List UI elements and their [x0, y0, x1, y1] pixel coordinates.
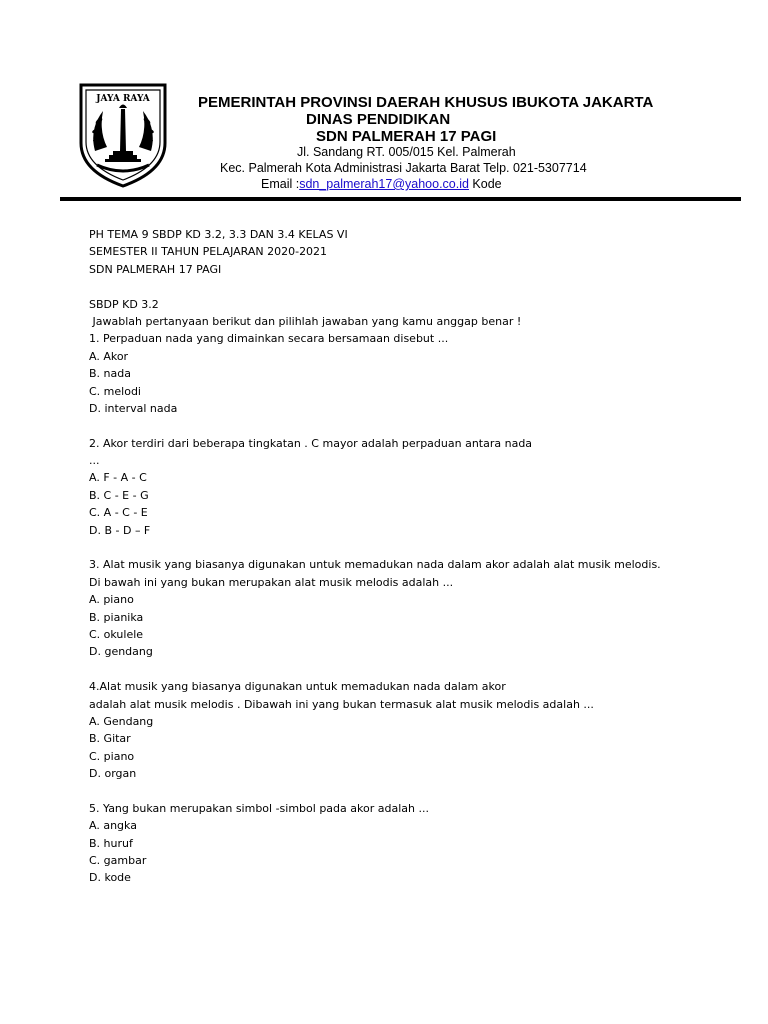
intro-line-3: SDN PALMERAH 17 PAGI [89, 262, 222, 276]
question-2-option-c: C. A - C - E [89, 506, 148, 520]
document-body [89, 226, 729, 887]
section-title: SBDP KD 3.2 [89, 297, 159, 311]
question-5-option-d: D. kode [89, 871, 131, 885]
email-label: Email : [261, 177, 300, 191]
question-1-option-d: D. interval nada [89, 401, 178, 415]
question-3-text-cont: Di bawah ini yang bukan merupakan alat musik melodis adalah ... [89, 575, 454, 589]
header-line-3: SDN PALMERAH 17 PAGI [316, 128, 497, 145]
header-address-1: Jl. Sandang RT. 005/015 Kel. Palmerah [297, 145, 516, 159]
question-3-text: 3. Alat musik yang biasanya digunakan untuk memadukan nada dalam akor adalah alat musik melodis. [89, 558, 661, 572]
question-2-text: 2. Akor terdiri dari beberapa tingkatan . C mayor adalah perpaduan antara nada [89, 436, 533, 450]
question-1-option-b: B. nada [89, 367, 131, 381]
question-2-option-b: B. C - E - G [89, 488, 149, 502]
question-5-option-a: A. angka [89, 819, 137, 833]
question-2-option-a: A. F - A - C [89, 471, 147, 485]
header-divider [60, 197, 741, 201]
question-4-option-d: D. organ [89, 767, 137, 781]
header-line-1: PEMERINTAH PROVINSI DAERAH KHUSUS IBUKOTA JAKARTA [198, 94, 654, 111]
header-email-line [261, 177, 502, 191]
question-1-option-c: C. melodi [89, 384, 141, 398]
question-5-option-b: B. huruf [89, 836, 133, 850]
question-4-option-c: C. piano [89, 749, 135, 763]
logo-text: JAYA RAYA [96, 94, 150, 104]
header-address-2: Kec. Palmerah Kota Administrasi Jakarta Barat Telp. 021-5307714 [220, 161, 587, 175]
jaya-raya-emblem-icon [77, 81, 169, 189]
section-instruction: Jawablah pertanyaan berikut dan pilihlah jawaban yang kamu anggap benar ! [89, 314, 522, 328]
question-2-option-d: D. B - D – F [89, 523, 151, 537]
question-4-text-cont: adalah alat musik melodis . Dibawah ini yang bukan termasuk alat musik melodis adalah ... [89, 697, 594, 711]
question-2-text-cont: ... [89, 454, 100, 468]
question-1-option-a: A. Akor [89, 349, 129, 363]
question-4-text: 4.Alat musik yang biasanya digunakan untuk memadukan nada dalam akor [89, 680, 506, 694]
intro-line-1: PH TEMA 9 SBDP KD 3.2, 3.3 DAN 3.4 KELAS VI [89, 228, 348, 241]
intro-line-2: SEMESTER II TAHUN PELAJARAN 2020-2021 [89, 245, 328, 259]
header-line-2: DINAS PENDIDIKAN [306, 111, 451, 128]
email-link[interactable]: sdn_palmerah17@yahoo.co.id [299, 177, 469, 191]
question-3-option-a: A. piano [89, 593, 134, 607]
question-3-option-c: C. okulele [89, 627, 144, 641]
question-5-text: 5. Yang bukan merupakan simbol -simbol pada akor adalah ... [89, 801, 429, 815]
question-3-option-d: D. gendang [89, 645, 153, 659]
question-4-option-a: A. Gendang [89, 714, 154, 728]
question-4-option-b: B. Gitar [89, 732, 131, 746]
question-3-option-b: B. pianika [89, 610, 144, 624]
email-suffix: Kode [468, 177, 502, 191]
question-5-option-c: C. gambar [89, 854, 147, 868]
question-1-text: 1. Perpaduan nada yang dimainkan secara bersamaan disebut ... [89, 332, 449, 346]
